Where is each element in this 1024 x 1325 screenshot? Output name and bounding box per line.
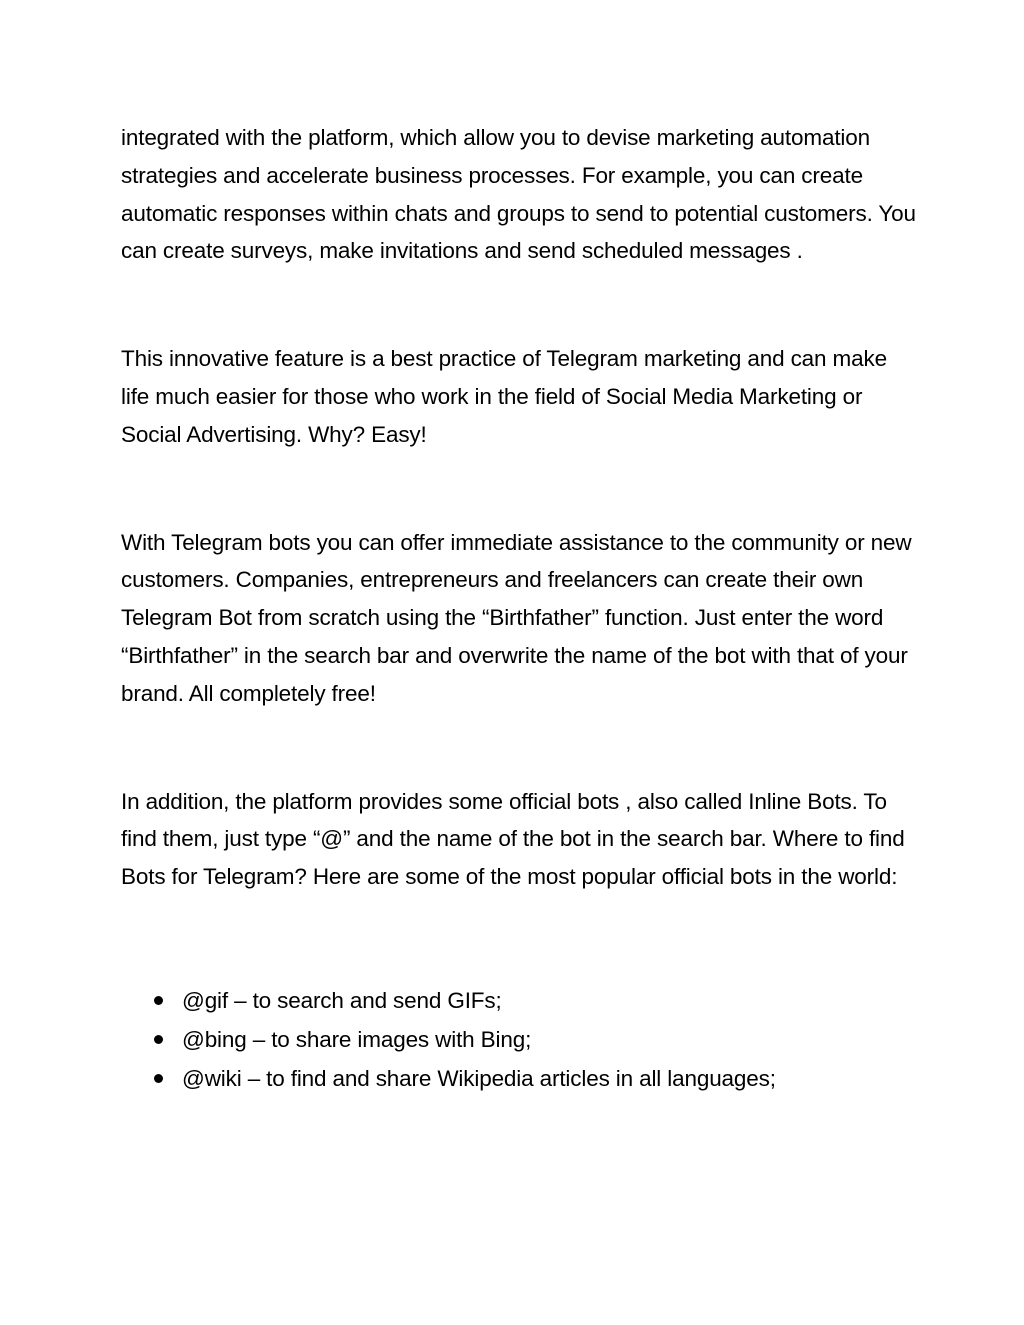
list-item <box>121 1059 921 1098</box>
bot-list <box>121 981 921 1098</box>
paragraph-1: integrated with the platform, which allow you to devise marketing automation strategies and accelerate business processes. For example, you can create automatic responses within chats and groups to send to potential customers. You can create surveys, make invitations and send scheduled messages . <box>121 125 916 264</box>
paragraph-3: With Telegram bots you can offer immediate assistance to the community or new customers. Companies, entrepreneurs and freelancers can create their own Telegram Bot from scratch using the “Birthfather” function. Just enter the word “Birthfather” in the search bar and overwrite the name of the bot with that of your brand. All completely free! <box>121 529 912 706</box>
bullet-icon <box>154 1074 163 1083</box>
list-item-text: @bing – to share images with Bing; <box>182 1026 532 1052</box>
bullet-icon <box>154 1035 163 1044</box>
paragraph-2: This innovative feature is a best practice of Telegram marketing and can make life much easier for those who work in the field of Social Media Marketing or Social Advertising. Why? Easy! <box>121 346 887 447</box>
list-item-text: @gif – to search and send GIFs; <box>182 987 502 1013</box>
list-item-text: @wiki – to find and share Wikipedia articles in all languages; <box>182 1065 776 1091</box>
list-item <box>121 1020 921 1059</box>
bullet-icon <box>154 996 163 1005</box>
document-body <box>121 119 921 1098</box>
paragraph-4: In addition, the platform provides some official bots , also called Inline Bots. To find them, just type “@” and the name of the bot in the search bar. Where to find Bots for Telegram? Here are some of the most popular official bots in the world: <box>121 788 905 890</box>
list-item <box>121 981 921 1020</box>
